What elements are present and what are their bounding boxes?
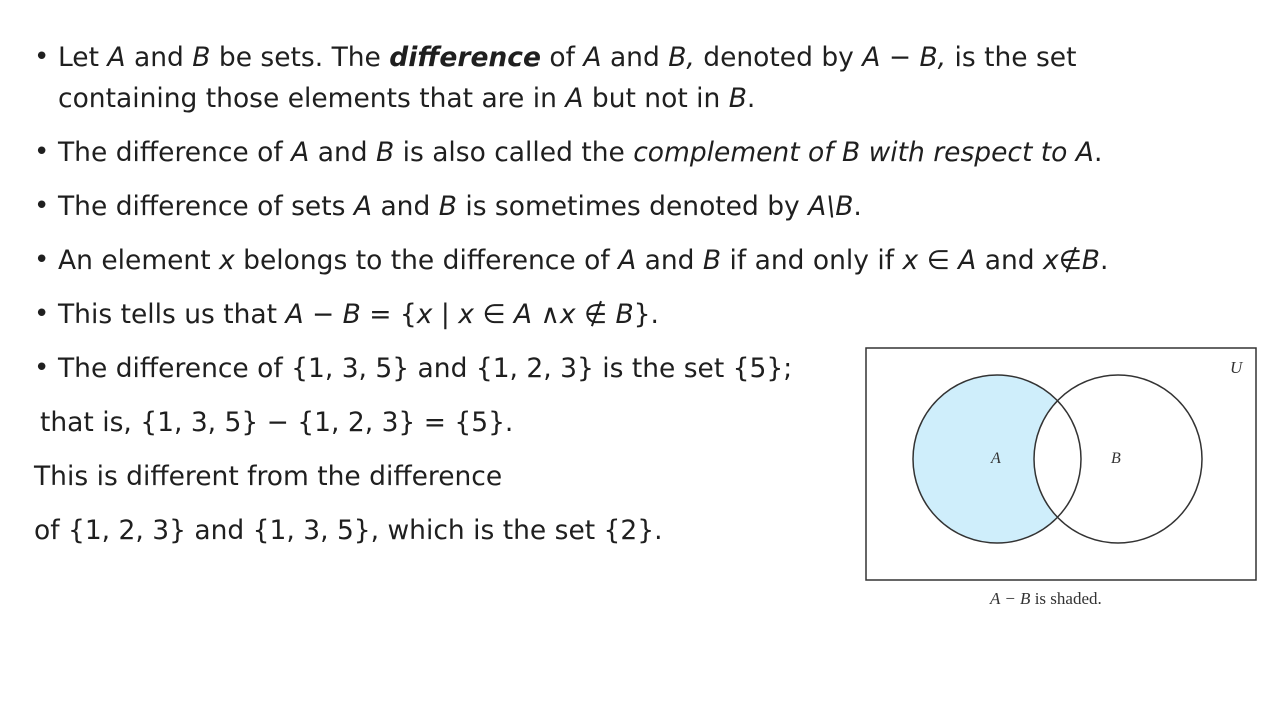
text-run: . — [853, 191, 862, 222]
venn-diagram-figure — [864, 346, 1260, 610]
text-run: B — [615, 299, 634, 330]
text-run: . — [1093, 137, 1103, 168]
text-run: is the set — [946, 42, 1077, 73]
text-run: and — [976, 245, 1043, 276]
text-run: }. — [633, 299, 659, 330]
text-run: An element — [58, 245, 220, 276]
text-run: containing those elements that are in — [58, 83, 566, 114]
bullet-4-line — [58, 244, 1108, 278]
text-run: . — [1099, 245, 1109, 276]
text-run: ∉ — [575, 299, 616, 330]
text-run: B — [192, 42, 211, 73]
text-run: = { — [360, 299, 417, 330]
text-run: A − B, — [862, 42, 947, 73]
text-run: B, — [668, 42, 695, 73]
text-run: belongs to the difference of — [234, 245, 619, 276]
bullet-marker-4: • — [34, 245, 50, 275]
text-run: ∧ — [532, 299, 560, 330]
text-run: A — [291, 137, 310, 168]
text-run: A — [565, 83, 584, 114]
text-run: The difference of — [58, 137, 292, 168]
text-run: The difference of sets — [58, 191, 354, 222]
text-run: x — [416, 299, 433, 330]
bullet-6-line — [58, 352, 792, 386]
text-run: x — [902, 245, 919, 276]
continuation-line-1: that is, {1, 3, 5} − {1, 2, 3} = {5}. — [40, 407, 514, 438]
set-b-label: B — [1111, 450, 1121, 467]
text-run: difference — [389, 42, 541, 73]
text-run: and — [125, 42, 193, 73]
bullet-3-line — [58, 190, 862, 224]
text-run: A — [618, 245, 637, 276]
text-run: B — [438, 191, 457, 222]
text-run: The difference of {1, 3, 5} and {1, 2, 3} is the set {5}; — [58, 353, 793, 384]
text-run: and — [636, 245, 703, 276]
text-run: | — [432, 299, 459, 330]
continuation-line-3: of {1, 2, 3} and {1, 3, 5}, which is the set {2}. — [34, 515, 663, 546]
text-run: of — [540, 42, 584, 73]
set-a-label: A — [991, 450, 1001, 467]
text-run: . — [746, 83, 756, 114]
text-run: A — [958, 245, 977, 276]
text-run: and — [309, 137, 376, 168]
bullet-marker-1: • — [34, 42, 50, 72]
text-run: x — [219, 245, 235, 276]
text-run: A — [583, 42, 602, 73]
bullet-1-line-1 — [58, 41, 1077, 75]
figure-caption — [989, 589, 1102, 608]
text-run: and — [372, 191, 439, 222]
bullet-marker-5: • — [34, 299, 50, 329]
venn-diagram — [864, 346, 1260, 610]
text-run: denoted by — [694, 42, 863, 73]
text-run: A — [107, 42, 126, 73]
text-run: but not in — [583, 83, 729, 114]
bullet-marker-2: • — [34, 137, 50, 167]
text-run: x — [458, 299, 474, 330]
text-run: B — [375, 137, 395, 168]
text-run: x∉B — [1043, 245, 1100, 276]
text-run: ∈ — [473, 299, 514, 330]
bullet-5-line — [58, 298, 659, 332]
text-run: if and only if — [721, 245, 903, 276]
text-run: This tells us that — [58, 299, 286, 330]
caption-math: A − B — [990, 589, 1031, 608]
text-run: is also called the — [394, 137, 634, 168]
text-run: is sometimes denoted by — [456, 191, 809, 222]
bullet-1-line-2 — [58, 82, 755, 116]
text-run: ∈ — [918, 245, 959, 276]
text-run: A — [513, 299, 533, 330]
text-run: B — [728, 83, 747, 114]
text-run: A − B — [285, 299, 361, 330]
bullet-marker-3: • — [34, 191, 50, 221]
text-run: B — [702, 245, 722, 276]
caption-text: is shaded. — [1030, 589, 1102, 608]
universe-label: U — [1230, 358, 1243, 377]
text-run: x — [559, 299, 576, 330]
text-run: and — [601, 42, 669, 73]
continuation-line-2: This is different from the difference — [34, 461, 503, 492]
text-run: complement of B with respect to A — [633, 137, 1094, 168]
bullet-marker-6: • — [34, 353, 50, 383]
text-run: A\B — [808, 191, 854, 222]
text-run: A — [353, 191, 373, 222]
bullet-2-line — [58, 136, 1102, 170]
text-run: Let — [58, 42, 108, 73]
text-run: be sets. The — [210, 42, 390, 73]
